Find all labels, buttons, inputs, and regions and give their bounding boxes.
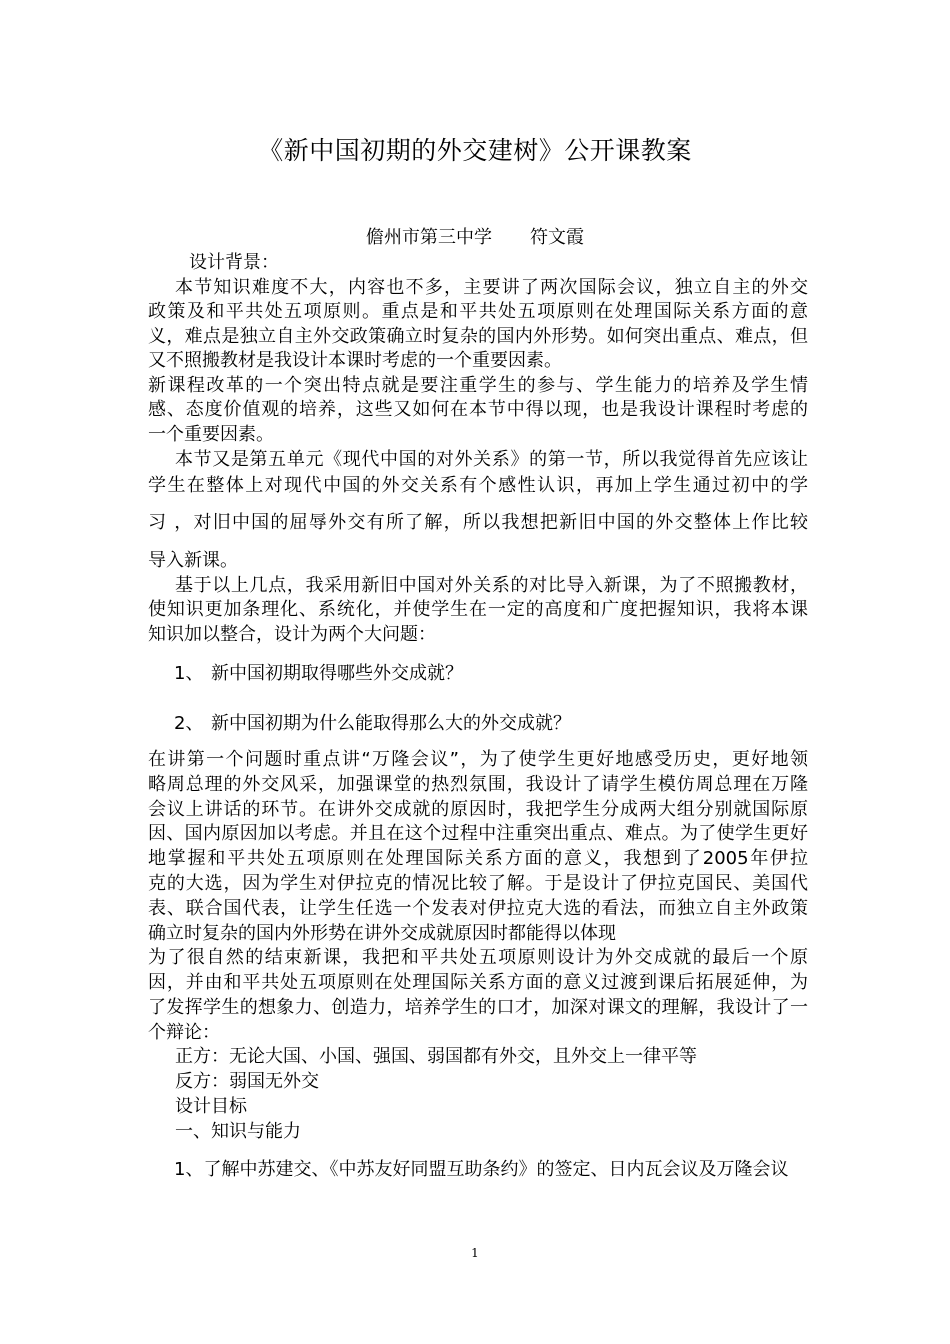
paragraph-line: 感、态度价值观的培养，这些又如何在本节中得以现，也是我设计课程时考虑的 bbox=[148, 399, 808, 420]
paragraph-line: 新课程改革的一个突出特点就是要注重学生的参与、学生能力的培养及学生情 bbox=[148, 375, 808, 396]
school-name: 儋州市第三中学 bbox=[366, 227, 492, 248]
debate-pro: 正方：无论大国、小国、强国、弱国都有外交，且外交上一律平等 bbox=[175, 1046, 697, 1067]
paragraph-line: 个辩论： bbox=[148, 1022, 220, 1043]
section-heading: 设计背景： bbox=[189, 252, 279, 273]
list-number: 1、 bbox=[174, 663, 204, 684]
list-item bbox=[174, 712, 834, 736]
list-item bbox=[174, 662, 834, 686]
paragraph-line: 又不照搬教材是我设计本课时考虑的一个重要因素。 bbox=[148, 350, 562, 371]
author-line bbox=[0, 226, 950, 250]
subsection-heading: 一、知识与能力 bbox=[175, 1121, 301, 1142]
paragraph-line: 一个重要因素。 bbox=[148, 424, 274, 445]
list-item bbox=[174, 1158, 814, 1182]
paragraph-line: 表、联合国代表，让学生任选一个发表对伊拉克大选的看法，而独立自主外政策 bbox=[148, 898, 808, 919]
paragraph-line: 本节又是第五单元《现代中国的对外关系》的第一节，所以我觉得首先应该让 bbox=[175, 449, 808, 470]
list-item-text: 新中国初期取得哪些外交成就？ bbox=[211, 663, 463, 684]
list-item-text: 新中国初期为什么能取得那么大的外交成就？ bbox=[211, 713, 571, 734]
debate-con: 反方：弱国无外交 bbox=[175, 1071, 319, 1092]
paragraph-line: 因、国内原因加以考虑。并且在这个过程中注重突出重点、难点。为了使学生更好 bbox=[148, 823, 808, 844]
paragraph-line: 义，难点是独立自主外交政策确立时复杂的国内外形势。如何突出重点、难点，但 bbox=[148, 326, 808, 347]
paragraph-line: 基于以上几点，我采用新旧中国对外关系的对比导入新课，为了不照搬教材， bbox=[175, 575, 808, 596]
paragraph-line: 本节知识难度不大，内容也不多，主要讲了两次国际会议，独立自主的外交 bbox=[175, 277, 808, 298]
paragraph-line: 导入新课。 bbox=[148, 550, 238, 571]
paragraph-line: 知识加以整合，设计为两个大问题： bbox=[148, 624, 436, 645]
paragraph-line: 克的大选，因为学生对伊拉克的情况比较了解。于是设计了伊拉克国民、美国代 bbox=[148, 873, 808, 894]
paragraph-line: 为了很自然的结束新课，我把和平共处五项原则设计为外交成就的最后一个原 bbox=[148, 947, 808, 968]
paragraph-line: 在讲第一个问题时重点讲“万隆会议”，为了使学生更好地感受历史，更好地领 bbox=[148, 749, 808, 770]
paragraph-line: 略周总理的外交风采，加强课堂的热烈氛围，我设计了请学生模仿周总理在万隆 bbox=[148, 774, 808, 795]
paragraph-line: 政策及和平共处五项原则。重点是和平共处五项原则在处理国际关系方面的意 bbox=[148, 301, 808, 322]
paragraph-line: 使知识更加条理化、系统化，并使学生在一定的高度和广度把握知识，我将本课 bbox=[148, 599, 808, 620]
list-number: 1、 bbox=[174, 1159, 204, 1180]
page-number: 1 bbox=[471, 1246, 479, 1260]
paragraph-line: 因，并由和平共处五项原则在处理国际关系方面的意义过渡到课后拓展延伸，为 bbox=[148, 972, 808, 993]
paragraph-line: 习 ，对旧中国的屈辱外交有所了解，所以我想把新旧中国的外交整体上作比较 bbox=[148, 512, 808, 533]
section-heading: 设计目标 bbox=[175, 1096, 247, 1117]
author-name: 符文霞 bbox=[530, 227, 584, 248]
document-title: 《新中国初期的外交建树》公开课教案 bbox=[258, 136, 692, 165]
paragraph-line: 地掌握和平共处五项原则在处理国际关系方面的意义，我想到了2005年伊拉 bbox=[148, 848, 808, 869]
list-number: 2、 bbox=[174, 713, 204, 734]
paragraph-line: 了发挥学生的想象力、创造力，培养学生的口才，加深对课文的理解，我设计了一 bbox=[148, 997, 808, 1018]
paragraph-line: 确立时复杂的国内外形势在讲外交成就原因时都能得以体现 bbox=[148, 923, 616, 944]
list-item-text: 了解中苏建交、《中苏友好同盟互助条约》的签定、日内瓦会议及万隆会议 bbox=[203, 1159, 789, 1180]
paragraph-line: 学生在整体上对现代中国的外交关系有个感性认识，再加上学生通过初中的学 bbox=[148, 475, 808, 496]
paragraph-line: 会议上讲话的环节。在讲外交成就的原因时，我把学生分成两大组分别就国际原 bbox=[148, 799, 808, 820]
